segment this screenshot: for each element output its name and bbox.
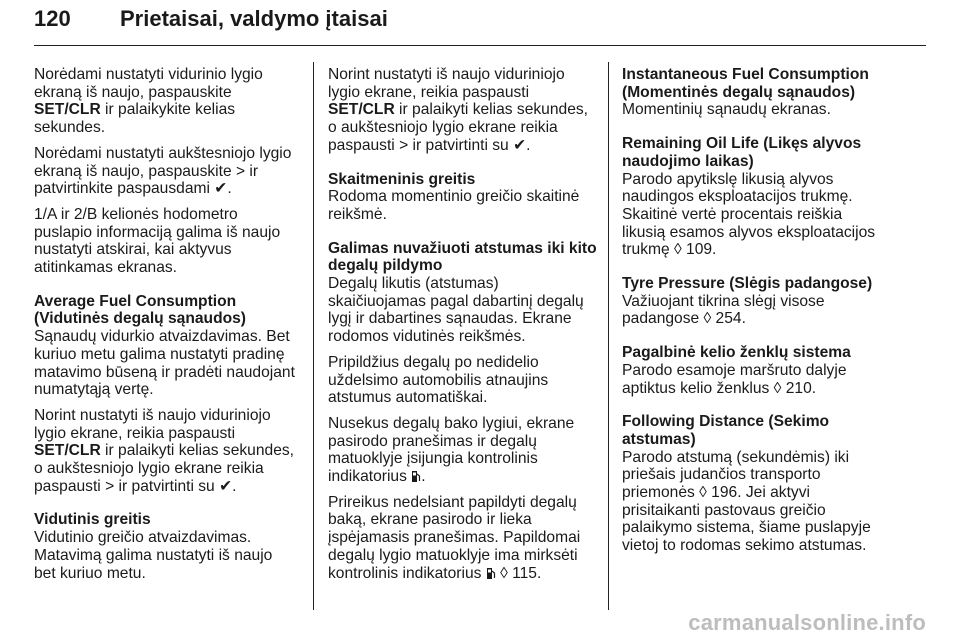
heading-line: Galimas nuvažiuoti atstumas iki kito — [328, 239, 597, 257]
text-line: kontrolinis indikatorius — [328, 564, 486, 582]
checkmark-icon: ✔ — [219, 477, 233, 495]
text-line: Norint nustatyti iš naujo viduriniojo — [328, 66, 565, 83]
text-line: paspausti — [34, 477, 106, 495]
text-line: baką, ekrane pasirodo ir lieka — [328, 511, 532, 529]
text-line: atitinkamas ekranas. — [34, 259, 178, 277]
watermark: carmanualsonline.info — [688, 610, 926, 635]
text-line: Momentinių sąnaudų ekranas. — [622, 101, 831, 119]
column-divider — [313, 62, 314, 610]
text-line: Nusekus degalų bako lygiui, ekrane — [328, 414, 575, 432]
text-line: kuriuo metu galima nustatyti pradinę — [34, 345, 285, 363]
text-line: matuoklyje įsijungia kontrolinis — [328, 450, 538, 468]
text-line: Matavimą galima nustatyti iš naujo — [34, 546, 273, 564]
button-label-set-clr: SET/CLR — [328, 101, 395, 119]
text-line: trukmę ◊ 109. — [622, 241, 717, 259]
text-line: Degalų likutis (atstumas) — [328, 275, 499, 293]
heading-line: Average Fuel Consumption — [34, 292, 237, 310]
fuel-pump-icon — [486, 566, 496, 580]
paragraph — [34, 529, 302, 582]
chevron-right-icon: > — [105, 477, 115, 495]
text-line: palaikymo sistema, šiame puslapyje — [622, 519, 871, 537]
text-line: Norint nustatyti iš naujo viduriniojo — [34, 406, 271, 424]
text-line: indikatorius — [328, 468, 412, 486]
text-line: numatytąją vertę. — [34, 381, 154, 399]
section-heading — [34, 511, 302, 529]
button-label-set-clr: SET/CLR — [34, 101, 101, 119]
text-line: bet kuriuo metu. — [34, 564, 146, 582]
section-heading — [328, 171, 600, 189]
page-reference: ◊ 115. — [495, 564, 542, 582]
column-3 — [622, 66, 922, 563]
text-line: Pripildžius degalų po nedidelio — [328, 353, 539, 371]
text-line: priešais judančios transporto — [622, 466, 821, 484]
text-line: Sąnaudų vidurkio atvaizdavimas. Bet — [34, 328, 290, 346]
chevron-right-icon: > — [235, 162, 246, 180]
text-line: aptiktus kelio ženklus ◊ 210. — [622, 379, 817, 397]
page-title: Prietaisai, valdymo įtaisai — [120, 6, 388, 31]
paragraph — [328, 66, 600, 155]
text-line: paspausti — [328, 136, 400, 154]
heading-line: Following Distance (Sekimo — [622, 413, 830, 431]
text-line: atstumus automatiškai. — [328, 389, 488, 407]
section-heading — [622, 413, 922, 448]
text-line: ir palaikyti kelias sekundes, — [100, 442, 294, 460]
text-line: patvirtinkite paspausdami — [34, 180, 215, 198]
text-line: sekundes. — [34, 119, 106, 137]
text-line: Rodoma momentinio greičio skaitinė — [328, 188, 580, 206]
heading-line: (Vidutinės degalų sąnaudos) — [34, 310, 246, 328]
text-line: įspėjamasis pranešimas. Papildomai — [328, 529, 581, 547]
text-line: lygį ir dabartines sąnaudas. Ekrane — [328, 310, 572, 328]
text-line: vietoj to rodomas sekimo atstumas. — [622, 537, 867, 555]
text-line: . — [227, 180, 232, 198]
text-line: naudingos eksploatacijos trukmę. — [622, 188, 853, 206]
section-heading — [622, 344, 922, 362]
paragraph — [328, 415, 600, 486]
section-heading — [34, 293, 302, 328]
text-line: skaičiuojamas pagal dabartinį degalų — [328, 292, 584, 310]
paragraph — [622, 171, 922, 260]
text-line: Parodo esamoje maršruto dalyje — [622, 361, 847, 379]
checkmark-icon: ✔ — [214, 180, 228, 198]
paragraph — [34, 66, 302, 137]
text-line: Norėdami nustatyti aukštesniojo lygio — [34, 144, 292, 162]
text-line: o aukštesniojo lygio ekrane reikia — [328, 119, 558, 137]
heading-line: naudojimo laikas) — [622, 152, 754, 170]
heading-line: atstumas) — [622, 430, 696, 448]
page-number: 120 — [34, 6, 71, 31]
section-heading — [328, 240, 600, 275]
text-line: Važiuojant tikrina slėgį visose — [622, 292, 825, 310]
text-line: Vidutinio greičio atvaizdavimas. — [34, 529, 252, 547]
text-line: degalų lygio matuoklyje ima mirksėti — [328, 546, 578, 564]
button-label-set-clr: SET/CLR — [34, 442, 101, 460]
text-line: prisitaikanti pastovaus greičio — [622, 501, 826, 519]
text-line: priemonės ◊ 196. Jei aktyvi — [622, 484, 810, 502]
paragraph — [622, 293, 922, 328]
text-line: Skaitinė vertė procentais reiškia — [622, 205, 843, 223]
text-line: Norėdami nustatyti vidurinio lygio — [34, 66, 263, 83]
paragraph — [328, 354, 600, 407]
text-line: 1/A ir 2/B kelionės hodometro — [34, 205, 238, 223]
text-line: likusią esamos alyvos eksploatacijos — [622, 223, 876, 241]
text-line: ekraną iš naujo, paspauskite — [34, 162, 236, 180]
text-line: ir patvirtinti su — [408, 136, 514, 154]
paragraph — [34, 145, 302, 198]
paragraph — [622, 101, 922, 119]
heading-line: Skaitmeninis greitis — [328, 170, 476, 188]
paragraph — [34, 328, 302, 399]
heading-line: Remaining Oil Life (Likęs alyvos — [622, 135, 862, 153]
paragraph — [328, 494, 600, 583]
header-rule — [34, 45, 926, 46]
text-line: . — [526, 136, 531, 154]
paragraph — [622, 449, 922, 555]
heading-line: (Momentinės degalų sąnaudos) — [622, 83, 856, 101]
text-line: lygio ekrane, reikia paspausti — [34, 424, 236, 442]
text-line: padangose ◊ 254. — [622, 310, 746, 328]
text-line: ir palaikykite kelias — [100, 101, 236, 119]
page-header — [34, 2, 926, 44]
heading-line: Pagalbinė kelio ženklų sistema — [622, 344, 851, 362]
heading-line: Instantaneous Fuel Consumption — [622, 66, 869, 83]
text-line: lygio ekrane, reikia paspausti — [328, 83, 530, 101]
text-line: reikšmė. — [328, 205, 387, 223]
text-line: ir patvirtinti su — [114, 477, 220, 495]
heading-line: degalų pildymo — [328, 257, 443, 275]
text-line: ir palaikyti kelias sekundes, — [394, 101, 588, 119]
section-heading — [622, 275, 922, 293]
paragraph — [622, 362, 922, 397]
text-line: . — [421, 468, 426, 486]
heading-line: Vidutinis greitis — [34, 511, 151, 529]
paragraph — [328, 188, 600, 223]
text-line: puslapio informaciją galima iš naujo — [34, 223, 281, 241]
column-1 — [34, 66, 302, 590]
paragraph — [34, 407, 302, 496]
text-line: . — [232, 477, 237, 495]
heading-line: Tyre Pressure (Slėgis padangose) — [622, 275, 873, 293]
paragraph — [328, 275, 600, 346]
text-line: pasirodo pranešimas ir degalų — [328, 432, 537, 450]
paragraph — [34, 206, 302, 277]
column-2 — [328, 66, 600, 590]
text-line: ekraną iš naujo, paspauskite — [34, 83, 232, 101]
text-line: nustatyti atskirai, kai aktyvus — [34, 241, 232, 259]
section-heading — [622, 135, 922, 170]
text-line: Parodo apytikslę likusią alyvos — [622, 170, 834, 188]
checkmark-icon: ✔ — [513, 136, 527, 154]
text-line: Prireikus nedelsiant papildyti degalų — [328, 493, 577, 511]
text-line: ir — [245, 162, 259, 180]
section-heading — [622, 66, 922, 101]
text-line: rodomos vidutinės reikšmės. — [328, 328, 526, 346]
text-line: uždelsimo automobilis atnaujins — [328, 371, 549, 389]
text-line: o aukštesniojo lygio ekrane reikia — [34, 460, 264, 478]
chevron-right-icon: > — [399, 136, 409, 154]
text-line: Parodo atstumą (sekundėmis) iki — [622, 448, 850, 466]
column-divider — [608, 62, 609, 610]
text-line: matavimo būseną ir pradėti naudojant — [34, 363, 295, 381]
fuel-pump-icon — [411, 469, 421, 483]
